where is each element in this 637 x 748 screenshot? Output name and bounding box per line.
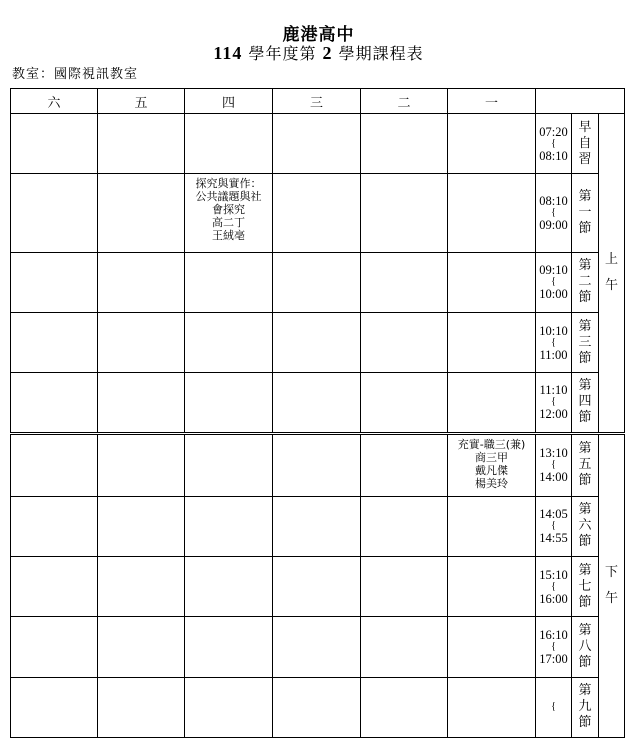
class-cell bbox=[98, 174, 185, 252]
day-header: 五 bbox=[98, 89, 185, 114]
class-cell bbox=[185, 617, 273, 677]
term-title bbox=[0, 41, 637, 64]
class-cell bbox=[98, 433, 185, 496]
class-cell bbox=[448, 174, 536, 252]
period-row bbox=[11, 252, 625, 312]
class-cell bbox=[448, 373, 536, 433]
period-time bbox=[536, 252, 572, 312]
class-line: 王絨亳 bbox=[212, 229, 245, 243]
school-name: 鹿港高中 bbox=[282, 25, 355, 45]
class-cell bbox=[273, 496, 361, 556]
class-cell bbox=[185, 373, 273, 433]
class-cell bbox=[361, 174, 448, 252]
class-cell bbox=[11, 373, 98, 433]
period-time bbox=[536, 617, 572, 677]
period-row bbox=[11, 617, 625, 677]
time-header bbox=[536, 89, 625, 114]
range-tilde: { bbox=[551, 580, 556, 592]
period-time bbox=[536, 433, 572, 496]
range-tilde: { bbox=[551, 396, 556, 408]
class-cell bbox=[273, 174, 361, 252]
class-cell bbox=[361, 433, 448, 496]
period-start: 15:10 bbox=[539, 567, 568, 582]
range-tilde: { bbox=[551, 276, 556, 288]
period-label: 第六節 bbox=[572, 496, 599, 556]
period-time bbox=[536, 174, 572, 252]
class-cell bbox=[448, 557, 536, 617]
period-label: 第五節 bbox=[572, 433, 599, 496]
class-line: 探究與實作： bbox=[195, 177, 262, 191]
class-cell bbox=[185, 557, 273, 617]
classroom-label: 教室：國際視訊教室 bbox=[12, 67, 139, 82]
class-cell bbox=[11, 557, 98, 617]
period-start: 13:10 bbox=[539, 446, 568, 461]
range-tilde: { bbox=[551, 520, 556, 532]
period-start: 14:05 bbox=[539, 507, 568, 522]
class-cell bbox=[448, 114, 536, 174]
class-line: 商三甲 bbox=[475, 450, 508, 464]
range-tilde: { bbox=[551, 640, 556, 652]
timetable bbox=[10, 88, 625, 738]
day-header: 六 bbox=[11, 89, 98, 114]
period-row bbox=[11, 313, 625, 373]
period-row bbox=[11, 174, 625, 252]
class-cell bbox=[448, 496, 536, 556]
class-line: 戴凡傑 bbox=[475, 463, 508, 477]
semester-number: 2 bbox=[322, 43, 333, 63]
period-label: 第八節 bbox=[572, 617, 599, 677]
period-label: 第七節 bbox=[572, 557, 599, 617]
range-tilde: { bbox=[551, 207, 556, 219]
day-header: 四 bbox=[185, 89, 273, 114]
class-cell bbox=[98, 677, 185, 737]
class-cell bbox=[11, 433, 98, 496]
class-cell bbox=[11, 496, 98, 556]
class-line: 楊美玲 bbox=[475, 476, 508, 490]
class-cell bbox=[98, 617, 185, 677]
period-time bbox=[536, 496, 572, 556]
class-cell bbox=[361, 677, 448, 737]
class-cell bbox=[11, 617, 98, 677]
period-start: 09:10 bbox=[539, 263, 568, 278]
school-year: 114 bbox=[213, 43, 243, 63]
range-tilde: { bbox=[551, 336, 556, 348]
class-line: 會探究 bbox=[212, 203, 245, 217]
period-start: 16:10 bbox=[539, 627, 568, 642]
period-label: 第九節 bbox=[572, 677, 599, 737]
period-time bbox=[536, 114, 572, 174]
period-row bbox=[11, 114, 625, 174]
class-cell bbox=[273, 677, 361, 737]
period-row bbox=[11, 433, 625, 496]
period-start: 07:20 bbox=[539, 124, 568, 139]
day-header: 一 bbox=[448, 89, 536, 114]
class-cell bbox=[361, 114, 448, 174]
class-cell bbox=[273, 557, 361, 617]
period-time bbox=[536, 557, 572, 617]
period-end: 11:00 bbox=[539, 347, 568, 362]
day-header: 二 bbox=[361, 89, 448, 114]
period-start: 11:10 bbox=[539, 383, 568, 398]
class-cell bbox=[361, 373, 448, 433]
class-cell bbox=[448, 313, 536, 373]
period-start: 10:10 bbox=[539, 323, 568, 338]
class-cell bbox=[11, 677, 98, 737]
class-cell bbox=[273, 617, 361, 677]
period-time bbox=[536, 677, 572, 737]
class-cell bbox=[185, 496, 273, 556]
class-cell bbox=[11, 174, 98, 252]
class-cell bbox=[361, 496, 448, 556]
period-end: 14:00 bbox=[539, 470, 568, 485]
period-label: 早自習 bbox=[572, 114, 599, 174]
period-row bbox=[11, 677, 625, 737]
period-start: 08:10 bbox=[539, 194, 568, 209]
period-end: 16:00 bbox=[539, 591, 568, 606]
class-cell bbox=[98, 557, 185, 617]
class-cell bbox=[98, 496, 185, 556]
class-cell bbox=[185, 313, 273, 373]
class-cell bbox=[11, 252, 98, 312]
class-cell bbox=[448, 433, 536, 496]
class-cell bbox=[448, 617, 536, 677]
period-time bbox=[536, 373, 572, 433]
class-cell bbox=[273, 433, 361, 496]
period-label: 第一節 bbox=[572, 174, 599, 252]
class-line: 公共議題與社 bbox=[195, 190, 262, 204]
period-end: 14:55 bbox=[539, 531, 568, 546]
class-cell bbox=[11, 114, 98, 174]
year-suffix: 學年度第 bbox=[242, 44, 323, 63]
day-header-row bbox=[11, 89, 625, 114]
period-row bbox=[11, 496, 625, 556]
day-header: 三 bbox=[273, 89, 361, 114]
period-end: 09:00 bbox=[539, 218, 568, 233]
class-cell bbox=[98, 313, 185, 373]
class-cell bbox=[273, 114, 361, 174]
class-cell bbox=[11, 313, 98, 373]
period-end: 17:00 bbox=[539, 651, 568, 666]
period-end: 10:00 bbox=[539, 287, 568, 302]
period-row bbox=[11, 373, 625, 433]
afternoon-label: 下午 bbox=[599, 433, 625, 737]
class-cell bbox=[185, 433, 273, 496]
period-row bbox=[11, 557, 625, 617]
period-label: 第二節 bbox=[572, 252, 599, 312]
class-cell bbox=[361, 313, 448, 373]
range-tilde: { bbox=[551, 701, 556, 713]
class-cell bbox=[273, 313, 361, 373]
class-cell bbox=[98, 114, 185, 174]
morning-label: 上午 bbox=[599, 114, 625, 433]
class-cell bbox=[98, 373, 185, 433]
class-cell bbox=[185, 677, 273, 737]
class-cell bbox=[273, 252, 361, 312]
class-line: 充實-職三(兼) bbox=[457, 437, 526, 451]
semester-suffix: 學期課程表 bbox=[332, 44, 424, 63]
period-label: 第四節 bbox=[572, 373, 599, 433]
range-tilde: { bbox=[551, 137, 556, 149]
class-cell bbox=[185, 252, 273, 312]
range-tilde: { bbox=[551, 459, 556, 471]
class-cell bbox=[448, 677, 536, 737]
class-cell bbox=[448, 252, 536, 312]
class-cell bbox=[361, 557, 448, 617]
class-cell bbox=[361, 617, 448, 677]
period-end: 08:10 bbox=[539, 148, 568, 163]
class-line: 高二丁 bbox=[212, 216, 245, 230]
period-time bbox=[536, 313, 572, 373]
class-cell bbox=[273, 373, 361, 433]
class-cell bbox=[185, 174, 273, 252]
period-end: 12:00 bbox=[539, 407, 568, 422]
class-cell bbox=[361, 252, 448, 312]
period-label: 第三節 bbox=[572, 313, 599, 373]
class-cell bbox=[98, 252, 185, 312]
class-cell bbox=[185, 114, 273, 174]
